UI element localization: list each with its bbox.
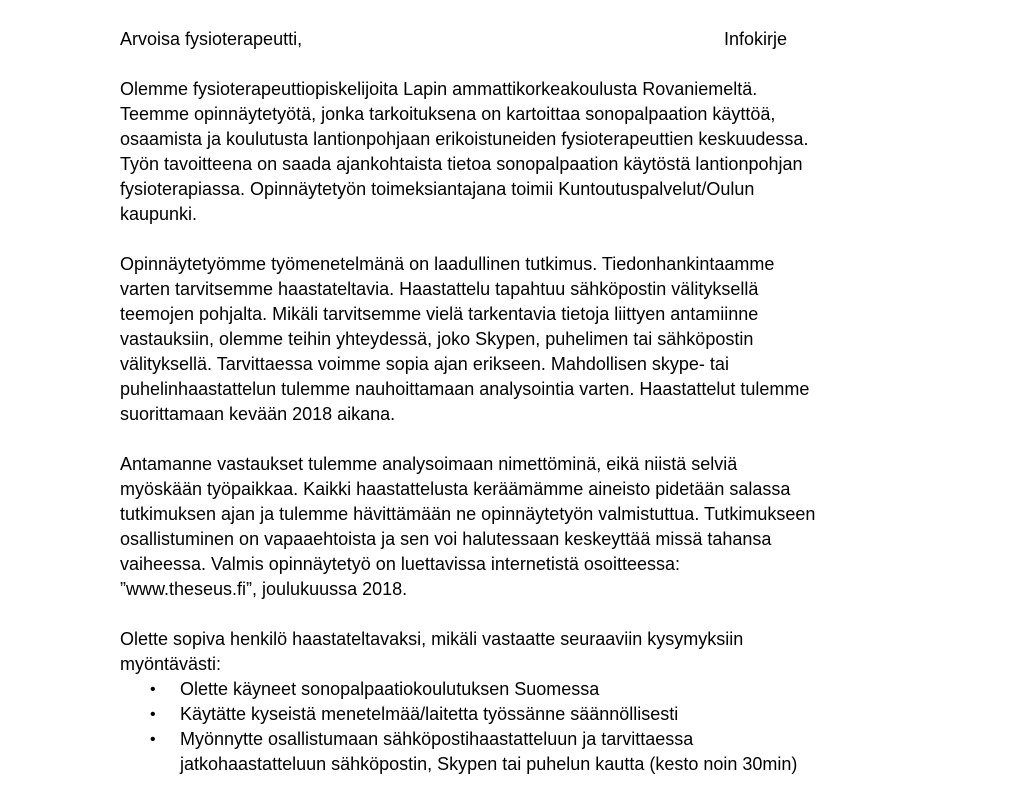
paragraph-line: teemojen pohjalta. Mikäli tarvitsemme vielä tarkentavia tietoja liittyen antamiinne: [120, 304, 759, 324]
paragraph-line: Teemme opinnäytetyötä, jonka tarkoituksena on kartoittaa sonopalpaation käyttöä,: [120, 104, 776, 124]
paragraph-line: fysioterapiassa. Opinnäytetyön toimeksiantajana toimii Kuntoutuspalvelut/Oulun: [120, 179, 755, 199]
paragraph-line: Olemme fysioterapeuttiopiskelijoita Lapin ammattikorkeakoulusta Rovaniemeltä.: [120, 79, 758, 99]
paragraph-line: puhelinhaastattelun tulemme nauhoittamaan analysointia varten. Haastattelut tulemme: [120, 379, 810, 399]
paragraph-line: Opinnäytetyömme työmenetelmänä on laadullinen tutkimus. Tiedonhankintaamme: [120, 254, 775, 274]
bullet-icon: •: [150, 731, 156, 748]
paragraph-line: Työn tavoitteena on saada ajankohtaista tietoa sonopalpaation käytöstä lantionpohjan: [120, 154, 803, 174]
paragraph-line: osaamista ja koulutusta lantionpohjaan erikoistuneiden fysioterapeuttien keskuudessa.: [120, 129, 809, 149]
list-item-text: jatkohaastatteluun sähköpostin, Skypen tai puhelun kautta (kesto noin 30min): [180, 754, 798, 774]
paragraph-line: myöskään työpaikkaa. Kaikki haastattelusta keräämämme aineisto pidetään salassa: [120, 479, 791, 499]
paragraph-line: vastauksiin, olemme teihin yhteydessä, joko Skypen, puhelimen tai sähköpostin: [120, 329, 754, 349]
list-item: [120, 727, 910, 777]
salutation: Arvoisa fysioterapeutti,: [120, 29, 303, 49]
paragraph-line: tutkimuksen ajan ja tulemme hävittämään ne opinnäytetyön valmistuttua. Tutkimukseen: [120, 504, 816, 524]
list-item: [120, 677, 910, 702]
list-item-text: Olette käyneet sonopalpaatiokoulutuksen Suomessa: [180, 679, 600, 699]
paragraph-line: kaupunki.: [120, 204, 198, 224]
paragraph-line: ”www.theseus.fi”, joulukuussa 2018.: [120, 579, 408, 599]
paragraph-line: välityksellä. Tarvittaessa voimme sopia ajan erikseen. Mahdollisen skype- tai: [120, 354, 729, 374]
paragraph-line: osallistuminen on vapaaehtoista ja sen voi halutessaan keskeyttää missä tahansa: [120, 529, 772, 549]
paragraph-eligibility: [120, 627, 910, 677]
list-item-text: Myönnytte osallistumaan sähköpostihaastatteluun ja tarvittaessa: [180, 729, 694, 749]
paragraph-privacy: [120, 452, 910, 602]
paragraph-method: [120, 252, 910, 427]
eligibility-list: [120, 677, 910, 777]
paragraph-line: suorittamaan kevään 2018 aikana.: [120, 404, 396, 424]
letter-header: [120, 27, 910, 52]
paragraph-line: myöntävästi:: [120, 654, 222, 674]
paragraph-line: vaiheessa. Valmis opinnäytetyö on luettavissa internetistä osoitteessa:: [120, 554, 680, 574]
document-type-label: Infokirje: [724, 29, 788, 49]
paragraph-line: Antamanne vastaukset tulemme analysoimaan nimettöminä, eikä niistä selviä: [120, 454, 738, 474]
paragraph-line: varten tarvitsemme haastateltavia. Haastattelu tapahtuu sähköpostin välityksellä: [120, 279, 759, 299]
bullet-icon: •: [150, 706, 156, 723]
letter-page: [120, 27, 910, 777]
list-item-text: Käytätte kyseistä menetelmää/laitetta työssänne säännöllisesti: [180, 704, 679, 724]
paragraph-intro: [120, 77, 910, 227]
list-item: [120, 702, 910, 727]
bullet-icon: •: [150, 681, 156, 698]
paragraph-line: Olette sopiva henkilö haastateltavaksi, mikäli vastaatte seuraaviin kysymyksiin: [120, 629, 744, 649]
